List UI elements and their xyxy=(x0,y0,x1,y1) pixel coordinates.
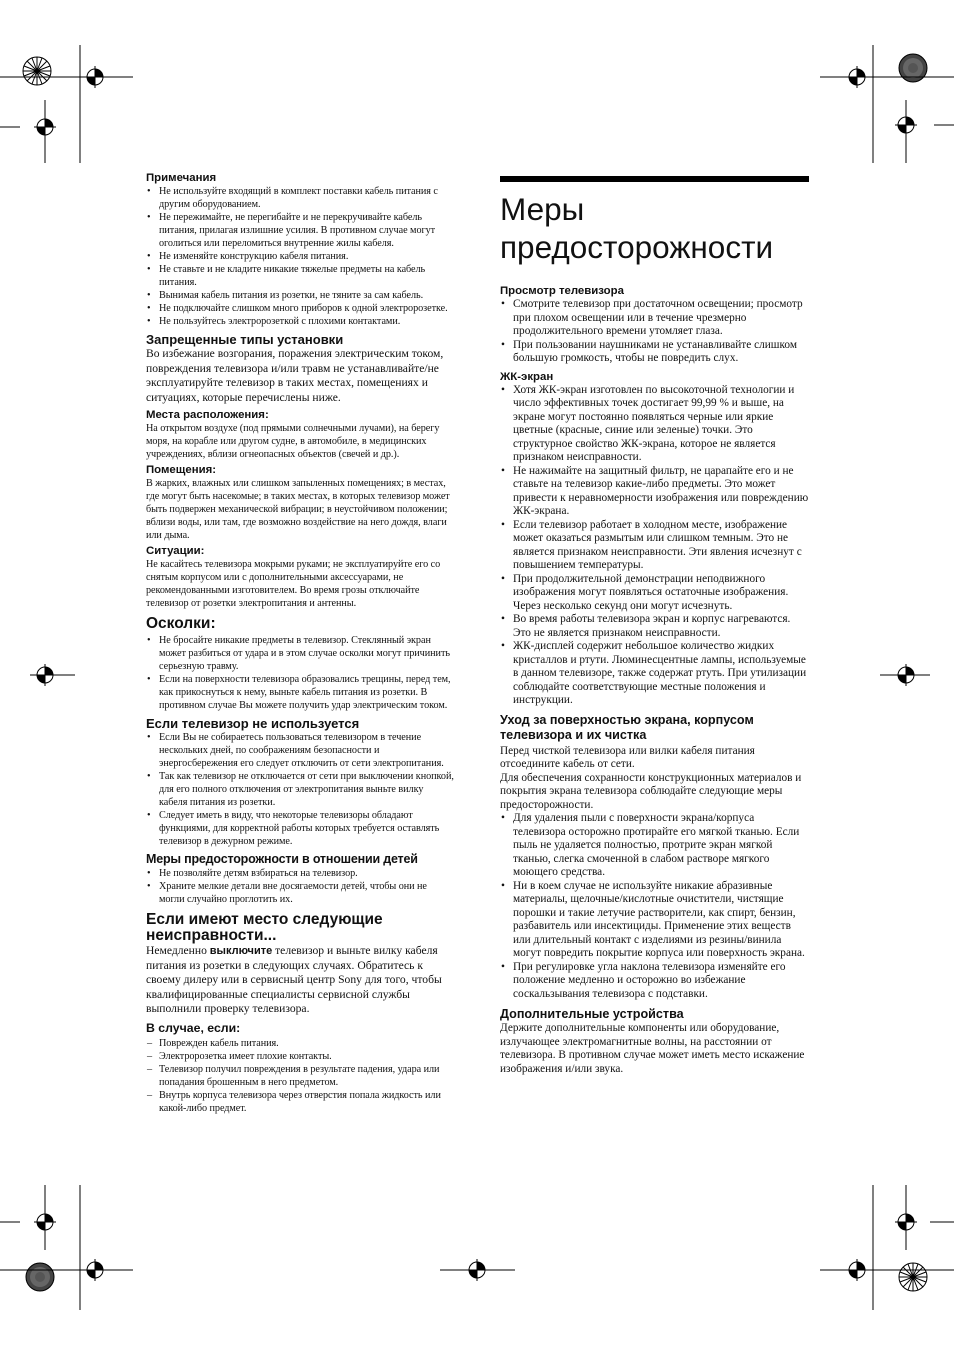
rooms-text: В жарких, влажных или слишком запыленных помещениях; в местах, где могут быть насекомые; в таких местах, в которых телевизор может быть подвержен механической вибрации; в неустойчивом положении; вблизи воды, или там, где возможно воздействие на него дождя, влаги или дыма. xyxy=(146,478,450,541)
care-para1: Перед чисткой телевизора или вилки кабеля питания отсоедините кабель от сети. xyxy=(500,744,755,770)
list-item: • Храните мелкие детали вне досягаемости детей, чтобы они не могли случайно проглотить их. xyxy=(146,880,454,906)
list-item: • Не пережимайте, не перегибайте и не перекручивайте кабель питания, прилагая излишние усилия. В противном случае могут оголиться или переломиться внутренние жилы кабеля. xyxy=(146,211,454,250)
situations-section xyxy=(146,544,454,610)
list-item: – Телевизор получил повреждения в результате падения, удара или попадания брошенным в него предметом. xyxy=(146,1063,454,1089)
list-item: – Электророзетка имеет плохие контакты. xyxy=(146,1050,454,1063)
list-item: • Для удаления пыли с поверхности экрана/корпуса телевизора осторожно протирайте его мягкой тканью. Если пыль не удаляется полностью, протрите экран мягкой тканью, слегка смоченной в слабом растворе мягкого моющего средства. xyxy=(500,812,809,880)
children-heading: Меры предосторожности в отношении детей xyxy=(146,852,418,866)
notes-section xyxy=(146,171,454,328)
viewing-list xyxy=(500,298,809,366)
list-item: • Смотрите телевизор при достаточном освещении; просмотр при плохом освещении или в течение чрезмерно продолжительного времени утомляет глаза. xyxy=(500,298,809,339)
cases-section xyxy=(146,1021,454,1115)
care-para2: Для обеспечения сохранности конструкционных материалов и покрытия экрана телевизора соблюдайте следующие меры предосторожности. xyxy=(500,771,802,811)
list-item: • При регулировке угла наклона телевизора изменяйте его положение медленно и осторожно во избежание соскальзывания телевизора с подставки. xyxy=(500,961,809,1002)
not-used-heading: Если телевизор не используется xyxy=(146,716,360,731)
viewing-heading: Просмотр телевизора xyxy=(500,285,624,297)
places-heading: Места расположения: xyxy=(146,409,269,421)
faults-heading: Если имеют место следующие неисправности... xyxy=(146,911,383,944)
faults-text xyxy=(146,944,454,1017)
lcd-section xyxy=(500,370,809,708)
list-item: • Хотя ЖК-экран изготовлен по высокоточной технологии и число эффективных точек достигает 99,99 % и выше, на экране могут постоянно появляться черные или яркие цветные (красные, синие или зеленые) точки. Это структурное свойство ЖК-экрана, которое не является признаком неисправности. xyxy=(500,384,809,465)
forbidden-section xyxy=(146,332,454,405)
list-item: • Так как телевизор не отключается от сети при выключении кнопкой, для его полного отключения от электропитания выньте вилку кабеля питания из розетки. xyxy=(146,770,454,809)
forbidden-heading: Запрещенные типы установки xyxy=(146,332,344,347)
list-item: • Не позволяйте детям взбираться на телевизор. xyxy=(146,867,454,880)
left-column xyxy=(146,171,454,1115)
list-item: • Следует иметь в виду, что некоторые телевизоры обладают функциями, для корректной работы которых требуется оставлять телевизор в дежурном режиме. xyxy=(146,809,454,848)
list-item: • Не подключайте слишком много приборов к одной электророзетке. xyxy=(146,302,454,315)
list-item: • Не изменяйте конструкцию кабеля питания. xyxy=(146,250,454,263)
list-item: • Не используйте входящий в комплект поставки кабель питания с другим оборудованием. xyxy=(146,185,454,211)
places-text: На открытом воздухе (под прямыми солнечными лучами), на берегу моря, на корабле или другом судне, в автомобиле, в медицинских учреждениях, вблизи огнеопасных объектов (свечей и др.). xyxy=(146,423,440,460)
care-list xyxy=(500,812,809,1001)
situations-heading: Ситуации: xyxy=(146,545,205,557)
lcd-heading: ЖК-экран xyxy=(500,370,554,383)
rooms-heading: Помещения: xyxy=(146,464,217,476)
list-item: • Если телевизор работает в холодном месте, изображение может оказаться размытым или слишком темным. Это не является признаком неисправности. Эти явления исчезнут с повышением температуры. xyxy=(500,519,809,573)
cases-heading: В случае, если: xyxy=(146,1020,241,1035)
cases-list xyxy=(146,1037,454,1115)
list-item: • Если Вы не собираетесь пользоваться телевизором в течение нескольких дней, по соображениям безопасности и энергосбережения его следует отключить от сети электропитания. xyxy=(146,731,454,770)
list-item: • Во время работы телевизора экран и корпус нагреваются. Это не является признаком неисправности. xyxy=(500,613,809,640)
faults-text-bold: выключите xyxy=(209,945,273,957)
list-item: • ЖК-дисплей содержит небольшое количество жидких кристаллов и ртути. Люминесцентные лампы, используемые в данном телевизоре, также содержат ртуть. При утилизации соблюдайте соответствующие местные положения и инструкции. xyxy=(500,640,809,708)
devices-heading: Дополнительные устройства xyxy=(500,1007,684,1021)
lcd-list xyxy=(500,384,809,708)
right-column xyxy=(500,176,809,1076)
not-used-section xyxy=(146,716,454,848)
fragments-list xyxy=(146,634,454,712)
list-item: • Не ставьте и не кладите никакие тяжелые предметы на кабель питания. xyxy=(146,263,454,289)
list-item: • Если на поверхности телевизора образовались трещины, перед тем, как прикоснуться к нему, выньте кабель питания из розетки. В противном случае Вы можете получить удар электрическим током. xyxy=(146,673,454,712)
list-item: • Не бросайте никакие предметы в телевизор. Стеклянный экран может разбиться от удара и в этом случае осколки могут причинить серьезную травму. xyxy=(146,634,454,673)
fragments-heading: Осколки: xyxy=(146,615,216,632)
rooms-section xyxy=(146,463,454,542)
title-rule xyxy=(500,176,809,182)
faults-text-after: телевизор и выньте вилку кабеля питания из розетки в следующих случаях. Обратитесь к своему дилеру или в сервисный центр Sony для того, чтобы квалифицированные специалисты сервисной службы выполнили проверку телевизора. xyxy=(146,944,442,1015)
faults-section xyxy=(146,912,454,1017)
list-item: • При пользовании наушниками не устанавливайте слишком большую громкость, чтобы не повредить слух. xyxy=(500,339,809,366)
situations-text: Не касайтесь телевизора мокрыми руками; не эксплуатируйте его со снятым корпусом или с дополнительными аксессуарами, не рекомендованными изготовителем. Во время грозы отключайте телевизор от розетки электропитания и антенны. xyxy=(146,559,441,609)
notes-list xyxy=(146,185,454,328)
page-title-line1: Меры xyxy=(500,191,585,227)
viewing-section xyxy=(500,284,809,366)
page-title xyxy=(500,190,809,266)
notes-heading: Примечания xyxy=(146,172,217,184)
devices-section xyxy=(500,1007,809,1076)
faults-text-before: Немедленно xyxy=(146,944,210,957)
children-list xyxy=(146,867,454,906)
forbidden-text: Во избежание возгорания, поражения электрическим током, повреждения телевизора и/или травм не устанавливайте/не эксплуатируйте телевизор в таких местах, помещениях и ситуациях, которые перечислены ниже. xyxy=(146,347,444,404)
page-title-line2: предосторожности xyxy=(500,229,774,265)
fragments-section xyxy=(146,616,454,712)
list-item: – Внутрь корпуса телевизора через отверстия попала жидкость или какой-либо предмет. xyxy=(146,1089,454,1115)
care-heading: Уход за поверхностью экрана, корпусом телевизора и их чистка xyxy=(500,712,754,742)
places-section xyxy=(146,408,454,461)
devices-text: Держите дополнительные компоненты или оборудование, излучающее электромагнитные волны, на расстоянии от телевизора. В противном случае может иметь место искажение изображения и/или звука. xyxy=(500,1022,805,1075)
not-used-list xyxy=(146,731,454,848)
list-item: – Поврежден кабель питания. xyxy=(146,1037,454,1050)
list-item: • Не пользуйтесь электророзеткой с плохими контактами. xyxy=(146,315,454,328)
care-section xyxy=(500,713,809,1002)
list-item: • Вынимая кабель питания из розетки, не тяните за сам кабель. xyxy=(146,289,454,302)
children-section xyxy=(146,852,454,906)
list-item: • Не нажимайте на защитный фильтр, не царапайте его и не ставьте на телевизор какие-либо предметы. Это может привести к неравномерности изображения или повреждению ЖК-экрана. xyxy=(500,465,809,519)
list-item: • При продолжительной демонстрации неподвижного изображения могут появляться остаточные изображения. Через несколько секунд они могут исчезнуть. xyxy=(500,573,809,614)
list-item: • Ни в коем случае не используйте никакие абразивные материалы, щелочные/кислотные очистители, чистящие порошки и такие летучие растворители, как спирт, бензин, разбавитель или инсектициды. Применение этих веществ или длительный контакт с изделиями из резины/винила могут повредить покрытие корпуса или поверхность экрана. xyxy=(500,880,809,961)
